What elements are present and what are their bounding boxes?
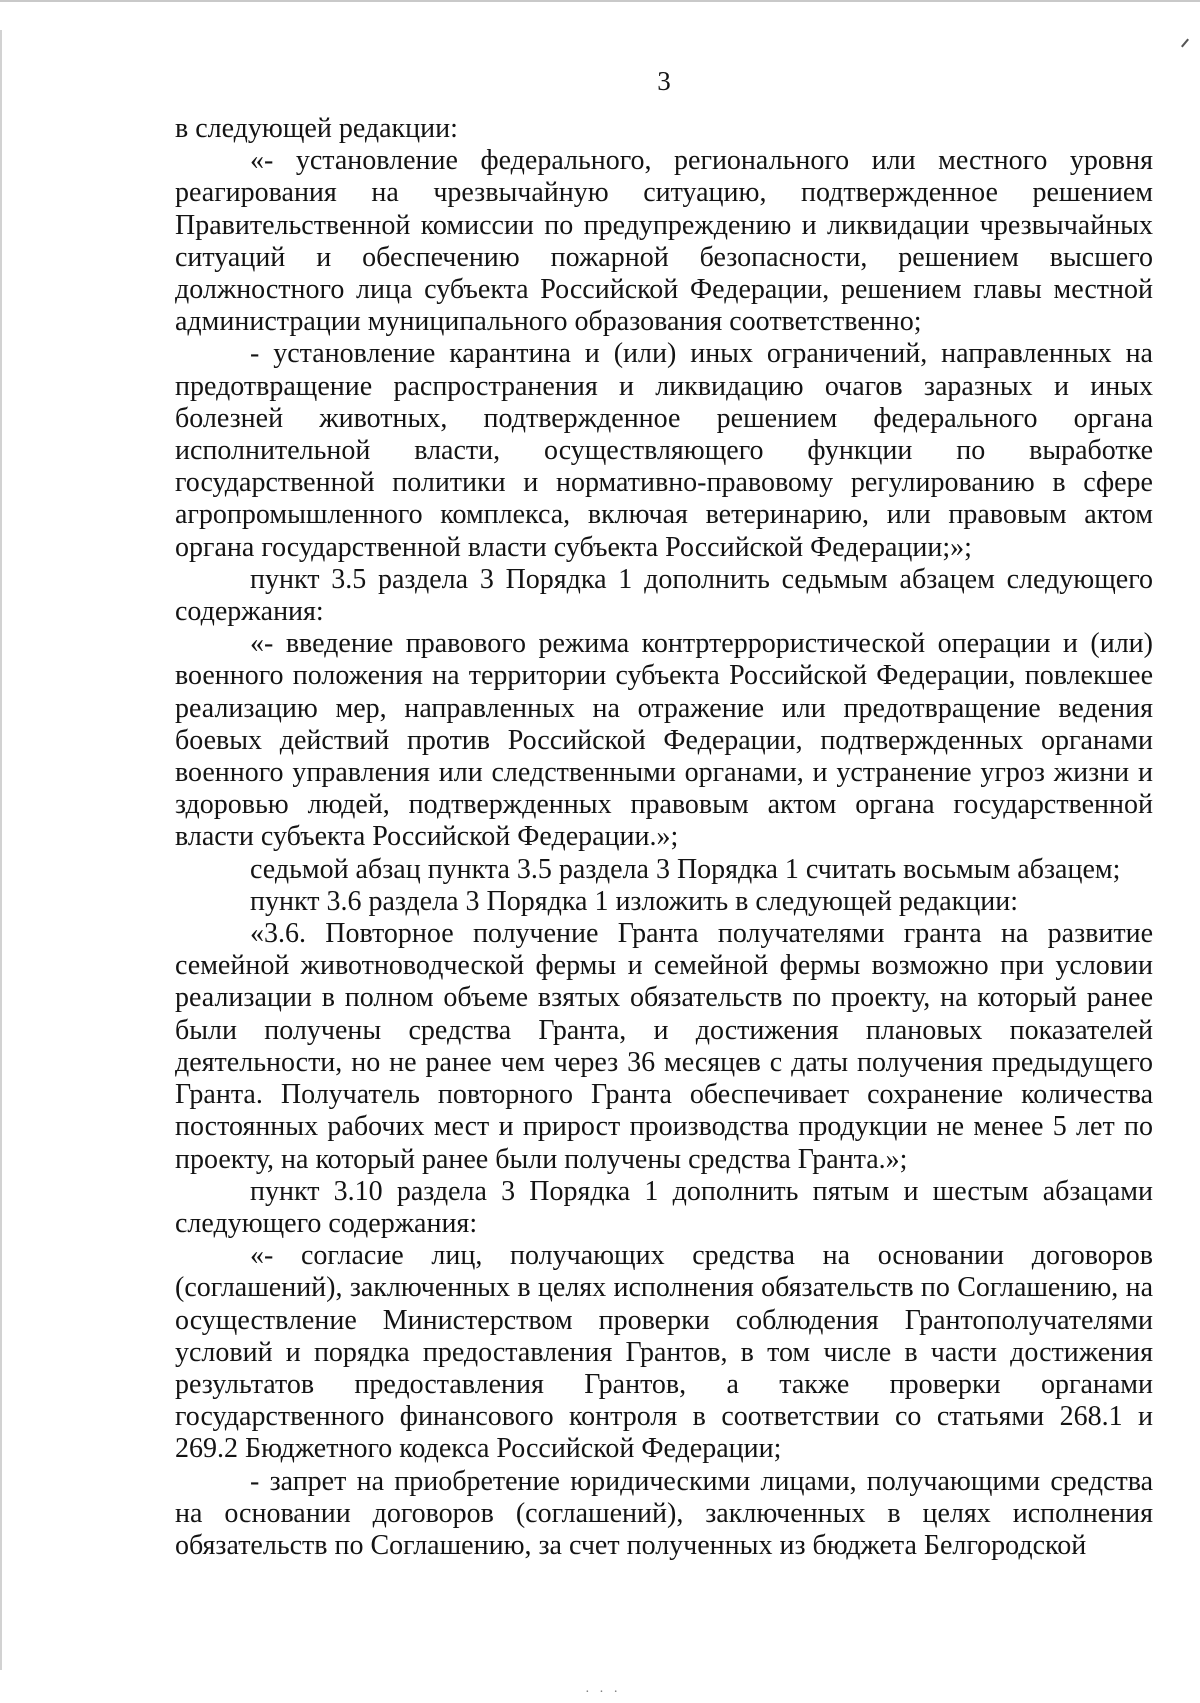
paragraph: пункт 3.6 раздела 3 Порядка 1 изложить в следующей редакции:: [250, 885, 1018, 917]
paragraph: в следующей редакции:: [175, 113, 458, 144]
paragraph: «- установление федерального, регионального или местного уровня реагирования на чрезвычайную ситуацию, подтвержденное решением Правительственной комиссии по предупреждению и ликвидации чрезвычайных ситуаций и обеспечению пожарной безопасности, решением высшего должностного лица субъекта Российской Федерации, решением главы местной администрации муниципального образования соответственно;: [175, 145, 1153, 338]
paragraph: - запрет на приобретение юридическими лицами, получающими средства на основании договоров (соглашений), заключенных в целях исполнения обязательств по Соглашению, за счет полученных из бюджета Белгородской: [175, 1465, 1153, 1561]
scan-dots: · · ·: [585, 1685, 621, 1700]
scan-edge-left: [0, 30, 2, 1670]
paragraph: пункт 3.5 раздела 3 Порядка 1 дополнить седьмым абзацем следующего содержания:: [175, 563, 1153, 628]
page-number: 3: [657, 66, 671, 96]
paragraph: «- введение правового режима контртеррористической операции и (или) военного положения на территории субъекта Российской Федерации, повлекшее реализацию мер, направленных на отражение или предотвращение ведения боевых действий против Российской Федерации, подтвержденных органами военного управления или следственными органами, и устранение угроз жизни и здоровью людей, подтвержденных правовым актом органа государственной власти субъекта Российской Федерации.»;: [175, 628, 1153, 853]
paragraph: «3.6. Повторное получение Гранта получателями гранта на развитие семейной животноводческой фермы и семейной фермы возможно при условии реализации в полном объеме взятых обязательств по проекту, на который ранее были получены средства Гранта, и достижения плановых показателей деятельности, но не ранее чем через 36 месяцев с даты получения предыдущего Гранта. Получатель повторного Гранта обеспечивает сохранение количества постоянных рабочих мест и прирост производства продукции не менее 5 лет по проекту, на который ранее были получены средства Гранта.»;: [175, 918, 1153, 1175]
paragraph: пункт 3.10 раздела 3 Порядка 1 дополнить пятым и шестым абзацами следующего содержания:: [175, 1175, 1153, 1239]
paragraph: седьмой абзац пункта 3.5 раздела 3 Порядка 1 считать восьмым абзацем;: [250, 853, 1121, 885]
scan-edge-top: [0, 0, 1200, 2]
document-page: [175, 66, 1153, 1562]
paragraph: «- согласие лиц, получающих средства на основании договоров (соглашений), заключенных в целях исполнения обязательств по Соглашению, на осуществление Министерством проверки соблюдения Грантополучателями условий и порядка предоставления Грантов, в том числе в части достижения результатов предоставления Грантов, а также проверки органами государственного финансового контроля в соответствии со статьями 268.1 и 269.2 Бюджетного кодекса Российской Федерации;: [175, 1240, 1153, 1465]
paragraph: - установление карантина и (или) иных ограничений, направленных на предотвращение распространения и ликвидацию очагов заразных и иных болезней животных, подтвержденное решением федерального органа исполнительной власти, осуществляющего функции по выработке государственной политики и нормативно-правовому регулированию в сфере агропромышленного комплекса, включая ветеринарию, или правовым актом органа государственной власти субъекта Российской Федерации;»;: [175, 338, 1153, 563]
pen-mark: [1181, 39, 1189, 48]
document-body: [175, 113, 1153, 1562]
